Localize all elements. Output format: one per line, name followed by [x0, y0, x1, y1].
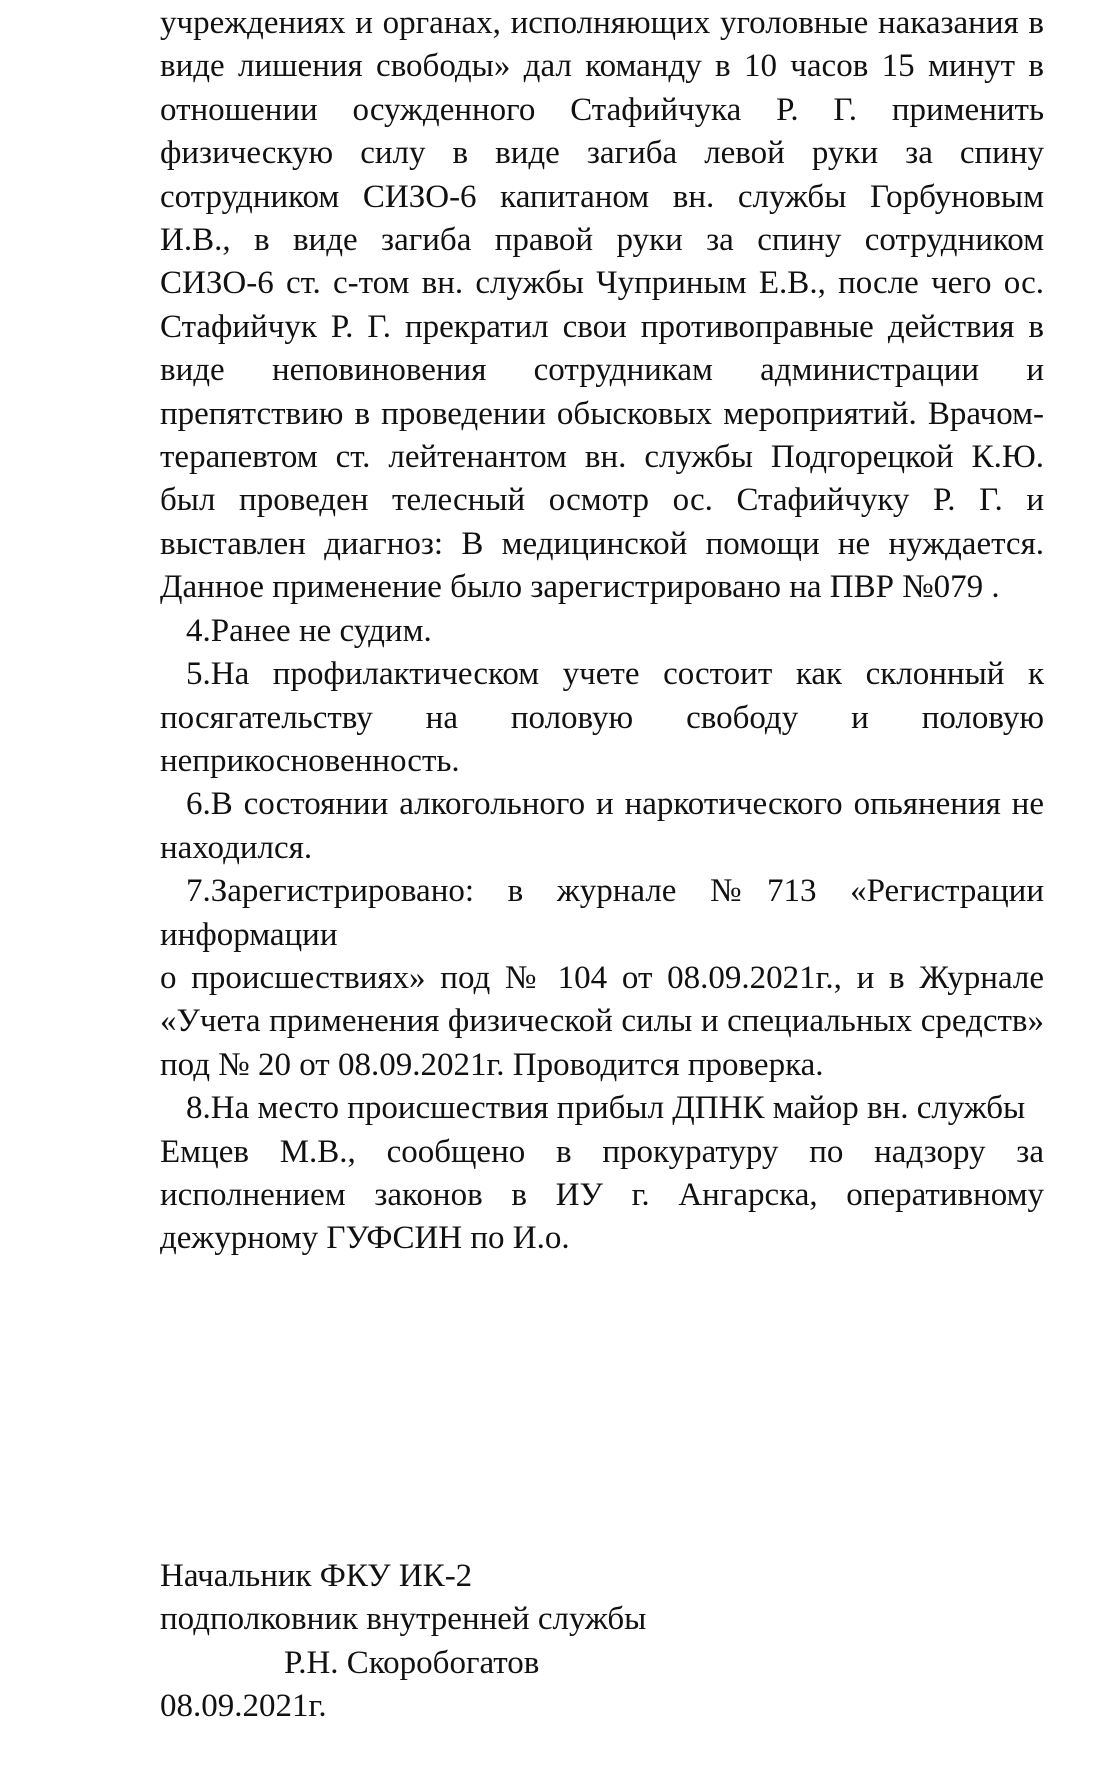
signer-position: Начальник ФКУ ИК-2 — [160, 1558, 473, 1594]
signature-block — [160, 1555, 646, 1729]
item-7-continuation: о происшествиях» под № 104 от 08.09.2021г., и в Журнале «Учета применения физической силы и специальных средств» под № 20 от 08.09.2021г. Проводится проверка. — [160, 959, 1044, 1083]
item-7-line-1: 7.Зарегистрировано: в журнале №713 «Регистрации информации — [160, 873, 1044, 953]
signer-rank: подполковник внутренней службы — [160, 1601, 647, 1638]
item-4: 4.Ранее не судим. — [186, 612, 432, 649]
signer-name: Р.Н. Скоробогатов — [284, 1644, 540, 1681]
item-8-continuation: Емцев М.В., сообщено в прокуратуру по надзору за исполнением законов в ИУ г. Ангарска, оперативному дежурному ГУФСИН по И.о. — [160, 1133, 1044, 1257]
item-6: 6.В состоянии алкогольного и наркотического опьянения не находился. — [160, 786, 1044, 866]
document-body — [160, 2, 1044, 1261]
item-7 — [160, 870, 1044, 957]
signature-date: 08.09.2021г. — [160, 1688, 327, 1725]
paragraph-3-continuation: учреждениях и органах, исполняющих уголовные наказания в виде лишения свободы» дал команду в 10 часов 15 минут в отношении осужденного Стафийчука Р. Г. применить физическую силу в виде загиба левой руки за спину сотрудником СИЗО-6 капитаном вн. службы Горбуновым И.В., в виде загиба правой руки за спину сотрудником СИЗО-6 ст. с-том вн. службы Чуприным Е.В., после чего ос. Стафийчук Р. Г. прекратил свои противоправные действия в виде неповиновения сотрудникам администрации и препятствию в проведении обысковых мероприятий. Врачом-терапевтом ст. лейтенантом вн. службы Подгорецкой К.Ю. был проведен телесный осмотр ос. Стафийчуку Р. Г. и выставлен диагноз: В медицинской помощи не нуждается. Данное применение было зарегистрировано на ПВР №079 . — [160, 5, 1044, 606]
item-8 — [160, 1087, 1044, 1130]
item-5: 5.На профилактическом учете состоит как склонный к посягательству на половую свободу и половую неприкосновенность. — [160, 656, 1044, 779]
item-8-line-1: 8.На место происшествия прибыл ДПНК майор вн. службы — [186, 1090, 1026, 1127]
